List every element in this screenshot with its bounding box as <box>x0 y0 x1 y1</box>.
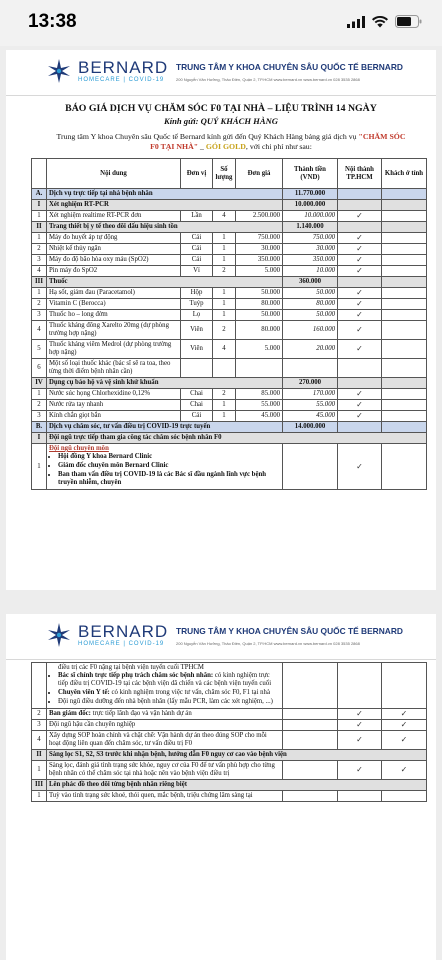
list-item: • Đội ngũ điều dưỡng đến nhà bệnh nhân (lấy mẫu PCR, làm các xét nghiệm, ...) <box>58 698 280 706</box>
group-total: 360.000 <box>283 277 338 288</box>
row-label: Hạ sốt, giảm đau (Paracetamol) <box>47 288 181 299</box>
row-amount: 45.000 <box>283 411 338 422</box>
row-unit: Lần <box>181 211 213 222</box>
group-label: Lên phác đồ theo dõi từng bệnh nhân riêng biệt <box>47 780 427 791</box>
row-price: 30.000 <box>236 244 283 255</box>
price-table <box>31 158 427 490</box>
row-amount: 50.000 <box>283 288 338 299</box>
cell-empty <box>382 200 427 211</box>
bernard-logo <box>46 58 168 84</box>
check-icon: ✓ <box>382 761 427 780</box>
col-city: Nội thành TP.HCM <box>338 159 382 189</box>
row-label: Nhiệt kế thủy ngân <box>47 244 181 255</box>
row-price: 45.000 <box>236 411 283 422</box>
list-item: • Hội đồng Y khoa Bernard Clinic <box>58 453 280 461</box>
row-amount: 30.000 <box>283 244 338 255</box>
group-label: Thuốc <box>47 277 283 288</box>
row-no: 1 <box>32 288 47 299</box>
row-qty: 1 <box>213 299 236 310</box>
row-province <box>382 340 427 359</box>
row-province <box>382 266 427 277</box>
row-content <box>47 444 283 490</box>
row-price: 80.000 <box>236 321 283 340</box>
row-no: 1 <box>32 389 47 400</box>
check-icon: ✓ <box>338 233 382 244</box>
check-icon: ✓ <box>338 211 382 222</box>
check-icon: ✓ <box>338 299 382 310</box>
group-label: Đội ngũ trực tiếp tham gia công tác chăm sóc bệnh nhân F0 <box>47 433 427 444</box>
intro-a: Trung tâm Y khoa Chuyên sâu Quốc tế Bernard kính gửi đến Quý Khách Hàng bảng giá dịch vụ <box>56 132 357 141</box>
intro-paragraph <box>54 132 408 152</box>
group-label: Trang thiết bị y tế theo dõi dấu hiệu sinh tồn <box>47 222 283 233</box>
row-qty: 4 <box>213 340 236 359</box>
row-unit: Cái <box>181 244 213 255</box>
cell-empty <box>338 663 382 709</box>
row-amount: 55.000 <box>283 400 338 411</box>
row-amount: 170.000 <box>283 389 338 400</box>
col-no <box>32 159 47 189</box>
row-unit: Cái <box>181 255 213 266</box>
check-icon: ✓ <box>338 266 382 277</box>
group-total: 270.000 <box>283 378 338 389</box>
table-row <box>32 288 427 299</box>
table-row <box>32 720 427 731</box>
row-unit: Chai <box>181 389 213 400</box>
row-content <box>47 720 283 731</box>
row-amount: 750.000 <box>283 233 338 244</box>
row-city <box>338 359 382 378</box>
check-icon: ✓ <box>382 720 427 731</box>
table-row <box>32 400 427 411</box>
status-time: 13:38 <box>28 11 77 32</box>
subtitle-text: Kính gửi: QUÝ KHÁCH HÀNG <box>163 116 279 126</box>
row-unit: Viên <box>181 321 213 340</box>
row-no: 5 <box>32 340 47 359</box>
group-row <box>32 780 427 791</box>
row-no: 4 <box>32 731 47 750</box>
cell-empty <box>338 200 382 211</box>
item-text: Xây dựng SOP hoàn chỉnh và chặt chẽ: Vận hành dự án theo đúng SOP cho mỗi hoạt động liên quan đến chăm sóc, tư vấn điều trị F0 <box>49 732 267 747</box>
check-icon: ✓ <box>338 340 382 359</box>
letterhead <box>6 614 436 660</box>
group-label: Xét nghiệm RT-PCR <box>47 200 283 211</box>
check-icon: ✓ <box>338 321 382 340</box>
check-icon: ✓ <box>338 761 382 780</box>
cell-empty <box>338 277 382 288</box>
status-icons <box>347 15 422 28</box>
row-price: 85.000 <box>236 389 283 400</box>
row-qty <box>213 359 236 378</box>
group-no: III <box>32 780 47 791</box>
row-unit <box>181 359 213 378</box>
row-amount: 80.000 <box>283 299 338 310</box>
row-price: 5.000 <box>236 340 283 359</box>
group-no: II <box>32 222 47 233</box>
row-label: Máy đo độ bão hòa oxy máu (SpO2) <box>47 255 181 266</box>
check-icon: ✓ <box>382 709 427 720</box>
row-unit: Lọ <box>181 310 213 321</box>
row-qty: 2 <box>213 321 236 340</box>
bernard-star-icon <box>46 622 72 648</box>
row-province <box>382 400 427 411</box>
cell-empty <box>283 709 338 720</box>
row-price: 2.500.000 <box>236 211 283 222</box>
check-icon: ✓ <box>338 400 382 411</box>
row-price: 5.000 <box>236 266 283 277</box>
check-icon: ✓ <box>338 310 382 321</box>
letterhead <box>6 50 436 96</box>
page-fade <box>6 580 436 590</box>
row-no: 3 <box>32 411 47 422</box>
table-row <box>32 233 427 244</box>
document-page-2 <box>6 614 436 960</box>
row-qty: 2 <box>213 389 236 400</box>
continued-text: điều trị các F0 nặng tại bệnh viện tuyến cuối TPHCM <box>58 664 204 671</box>
check-icon: ✓ <box>338 411 382 422</box>
item-bold: Chuyên viên Y tế: <box>58 689 110 696</box>
row-amount: 350.000 <box>283 255 338 266</box>
check-icon: ✓ <box>338 709 382 720</box>
row-no: 2 <box>32 299 47 310</box>
group-no: II <box>32 750 47 761</box>
cell-empty <box>283 791 338 802</box>
brand-sub: HOMECARE | COVID-19 <box>78 641 165 647</box>
table-row <box>32 299 427 310</box>
group-label: Sàng lọc S1, S2, S3 trước khi nhận bệnh, hướng dẫn F0 nguy cơ cao vào bệnh viện <box>47 750 427 761</box>
row-qty: 1 <box>213 233 236 244</box>
center-name: TRUNG TÂM Y KHOA CHUYÊN SÂU QUỐC TẾ BERNARD <box>176 626 403 636</box>
list-item <box>58 689 280 697</box>
row-province <box>382 244 427 255</box>
item-text: có kinh nghiệm trong việc tư vấn, chăm sóc F0, F1 tại nhà <box>109 689 270 696</box>
row-province <box>382 288 427 299</box>
table-header <box>32 159 427 189</box>
signal-icon <box>347 16 365 28</box>
row-qty: 4 <box>213 211 236 222</box>
col-province: Khách ở tỉnh <box>382 159 427 189</box>
row-no: 4 <box>32 266 47 277</box>
row-unit: Cái <box>181 411 213 422</box>
row-qty: 1 <box>213 244 236 255</box>
row-no: 2 <box>32 244 47 255</box>
document-page-1 <box>6 50 436 590</box>
check-icon: ✓ <box>338 444 382 490</box>
row-province <box>382 444 427 490</box>
col-amount: Thành tiền (VND) <box>283 159 338 189</box>
row-label: Nước súc họng Chlorhexidine 0,12% <box>47 389 181 400</box>
cell-empty <box>338 222 382 233</box>
contact-line: 200 Nguyễn Văn Hưởng, Thảo Điền, Quận 2, TP.HCM www.bernard.vn www.bernard.vn 028 3535 2868 <box>176 77 360 82</box>
row-province <box>382 359 427 378</box>
group-row <box>32 433 427 444</box>
cell-empty <box>283 761 338 780</box>
row-qty: 1 <box>213 310 236 321</box>
table-row <box>32 244 427 255</box>
group-no: III <box>32 277 47 288</box>
table-row <box>32 709 427 720</box>
row-no: 3 <box>32 255 47 266</box>
row-label: Thuốc kháng đông Xarelto 20mg (dự phòng trường hợp nặng) <box>47 321 181 340</box>
table-row <box>32 340 427 359</box>
row-content <box>47 663 283 709</box>
bernard-logo <box>46 622 168 648</box>
item-text: Đội ngũ hậu cần chuyên nghiệp <box>49 721 136 728</box>
row-qty: 1 <box>213 288 236 299</box>
table-row <box>32 359 427 378</box>
section-b-row <box>32 422 427 433</box>
table-row <box>32 310 427 321</box>
cell-empty <box>382 378 427 389</box>
row-amount: 10.000.000 <box>283 211 338 222</box>
section-a-row <box>32 189 427 200</box>
list-item: • Giám đốc chuyên môn Bernard Clinic <box>58 462 280 470</box>
status-bar <box>0 0 442 46</box>
cell-empty <box>32 663 47 709</box>
row-label: Thuốc ho – long đờm <box>47 310 181 321</box>
row-label: Nước rửa tay nhanh <box>47 400 181 411</box>
row-label: Sàng lọc, đánh giá tình trạng sức khỏe, nguy cơ của F0 để tư vấn phù hợp cho từng bệnh nhân có thể chăm sóc tại nhà hoặc nên vào bệnh viện điều trị <box>47 761 283 780</box>
section-total: 11.770.000 <box>283 189 338 200</box>
row-unit: Cái <box>181 233 213 244</box>
row-province <box>382 299 427 310</box>
row-no: 3 <box>32 310 47 321</box>
bernard-star-icon <box>46 58 72 84</box>
cell-empty <box>283 720 338 731</box>
team-list <box>58 672 280 706</box>
cell-empty <box>338 422 382 433</box>
row-price: 50.000 <box>236 310 283 321</box>
row-label: Pin máy đo SpO2 <box>47 266 181 277</box>
group-no: I <box>32 433 47 444</box>
doc-subtitle <box>6 116 436 126</box>
col-content: Nội dung <box>47 159 181 189</box>
cell-empty <box>382 222 427 233</box>
row-no: 4 <box>32 321 47 340</box>
group-label: Dụng cụ bảo hộ và vệ sinh khử khuẩn <box>47 378 283 389</box>
col-price: Đơn giá <box>236 159 283 189</box>
row-province <box>382 310 427 321</box>
row-unit: Vỉ <box>181 266 213 277</box>
row-price: 55.000 <box>236 400 283 411</box>
row-unit: Viên <box>181 340 213 359</box>
table-row <box>32 731 427 750</box>
row-no: 1 <box>32 444 47 490</box>
col-unit: Đơn vị <box>181 159 213 189</box>
group-row <box>32 750 427 761</box>
row-label: Một số loại thuốc khác (bác sĩ sẽ ra toa, theo từng thời điểm bệnh nhân cần) <box>47 359 181 378</box>
row-price: 50.000 <box>236 288 283 299</box>
row-no: 6 <box>32 359 47 378</box>
row-no: 2 <box>32 709 47 720</box>
group-no: I <box>32 200 47 211</box>
doc-title: BÁO GIÁ DỊCH VỤ CHĂM SÓC F0 TẠI NHÀ – LIỆU TRÌNH 14 NGÀY <box>65 103 377 114</box>
section-no: B. <box>32 422 47 433</box>
row-qty: 1 <box>213 411 236 422</box>
row-amount <box>283 359 338 378</box>
row-no: 1 <box>32 211 47 222</box>
cell-empty <box>283 444 338 490</box>
group-row <box>32 200 427 211</box>
brand-name: BERNARD <box>78 622 169 641</box>
group-row <box>32 277 427 288</box>
check-icon: ✓ <box>338 389 382 400</box>
row-no: 3 <box>32 720 47 731</box>
section-no: A. <box>32 189 47 200</box>
cell-empty <box>382 422 427 433</box>
row-label: Tuỳ vào tình trạng sức khoẻ, thói quen, mắc bệnh, triệu chứng lâm sàng tại <box>47 791 283 802</box>
intro-sep: _ <box>198 142 206 151</box>
row-content <box>47 709 283 720</box>
cell-empty <box>382 189 427 200</box>
table-row <box>32 663 427 709</box>
list-item: • Ban tham vấn điều trị COVID-19 là các Bác sĩ đầu ngành lĩnh vực bệnh truyền nhiễm, chuyên <box>58 471 280 487</box>
group-row <box>32 222 427 233</box>
cell-empty <box>382 663 427 709</box>
row-no: 2 <box>32 400 47 411</box>
row-price <box>236 359 283 378</box>
team-heading: Đội ngũ chuyên môn <box>49 445 109 452</box>
cell-empty <box>283 663 338 709</box>
intro-service: "CHĂM SÓC F0 TẠI NHÀ" <box>150 132 406 151</box>
table-row <box>32 389 427 400</box>
center-name: TRUNG TÂM Y KHOA CHUYÊN SÂU QUỐC TẾ BERNARD <box>176 62 403 72</box>
row-content <box>47 731 283 750</box>
row-province <box>382 321 427 340</box>
battery-icon <box>395 15 422 28</box>
row-price: 750.000 <box>236 233 283 244</box>
row-amount: 20.000 <box>283 340 338 359</box>
row-province <box>382 389 427 400</box>
cell-empty <box>338 189 382 200</box>
row-province <box>382 255 427 266</box>
check-icon: ✓ <box>338 720 382 731</box>
table-row <box>32 411 427 422</box>
wifi-icon <box>372 16 388 28</box>
table-row <box>32 791 427 802</box>
row-province <box>382 411 427 422</box>
group-row <box>32 378 427 389</box>
col-qty: Số lượng <box>213 159 236 189</box>
list-item <box>58 672 280 688</box>
cell-empty <box>338 791 382 802</box>
row-amount: 50.000 <box>283 310 338 321</box>
row-label: Máy đo huyết áp tự động <box>47 233 181 244</box>
row-label: Xét nghiệm realtime RT-PCR đơn <box>47 211 181 222</box>
cell-empty <box>338 378 382 389</box>
row-no: 1 <box>32 761 47 780</box>
cell-empty <box>382 791 427 802</box>
brand-sub: HOMECARE | COVID-19 <box>78 77 165 83</box>
row-price: 80.000 <box>236 299 283 310</box>
item-bold: Ban giám đốc: <box>49 710 91 717</box>
row-no: 1 <box>32 791 47 802</box>
row-label: Vitamin C (Berocca) <box>47 299 181 310</box>
check-icon: ✓ <box>338 255 382 266</box>
intro-package: GÓI GOLD <box>205 142 246 151</box>
row-unit: Hộp <box>181 288 213 299</box>
group-total: 1.140.000 <box>283 222 338 233</box>
table-row <box>32 761 427 780</box>
section-total: 14.000.000 <box>283 422 338 433</box>
check-icon: ✓ <box>338 731 382 750</box>
table-row <box>32 255 427 266</box>
row-amount: 10.000 <box>283 266 338 277</box>
check-icon: ✓ <box>338 244 382 255</box>
section-label: Dịch vụ chăm sóc, tư vấn điều trị COVID-19 trực tuyến <box>47 422 283 433</box>
row-unit: Tuýp <box>181 299 213 310</box>
section-label: Dịch vụ trực tiếp tại nhà bệnh nhân <box>47 189 283 200</box>
contact-line: 200 Nguyễn Văn Hưởng, Thảo Điền, Quận 2, TP.HCM www.bernard.vn www.bernard.vn 028 3535 2868 <box>176 641 360 646</box>
team-list <box>58 453 280 487</box>
item-text: có kinh nghiệm trực tiếp điều trị COVID-19 tại các bệnh viện dã chiến và các bệnh viện tuyến cuối <box>58 672 272 687</box>
row-qty: 1 <box>213 400 236 411</box>
row-province <box>382 211 427 222</box>
row-label: Kính chắn giọt bắn <box>47 411 181 422</box>
price-table-continued <box>31 662 427 802</box>
row-qty: 1 <box>213 255 236 266</box>
check-icon: ✓ <box>382 731 427 750</box>
row-amount: 160.000 <box>283 321 338 340</box>
intro-b: , với chi phí như sau: <box>245 142 312 151</box>
cell-empty <box>283 731 338 750</box>
cell-empty <box>382 277 427 288</box>
row-qty: 2 <box>213 266 236 277</box>
table-row <box>32 444 427 490</box>
item-text: trực tiếp lãnh đạo và vận hành dự án <box>90 710 192 717</box>
table-row <box>32 266 427 277</box>
row-label: Thuốc kháng viêm Medrol (dự phòng trường hợp nặng) <box>47 340 181 359</box>
brand-name: BERNARD <box>78 58 169 77</box>
row-price: 350.000 <box>236 255 283 266</box>
check-icon: ✓ <box>338 288 382 299</box>
table-row <box>32 321 427 340</box>
row-province <box>382 233 427 244</box>
row-unit: Chai <box>181 400 213 411</box>
group-total: 10.000.000 <box>283 200 338 211</box>
table-row <box>32 211 427 222</box>
group-no: IV <box>32 378 47 389</box>
item-bold: Bác sĩ chính trực tiếp phụ trách chăm sóc bệnh nhân: <box>58 672 214 679</box>
row-no: 1 <box>32 233 47 244</box>
